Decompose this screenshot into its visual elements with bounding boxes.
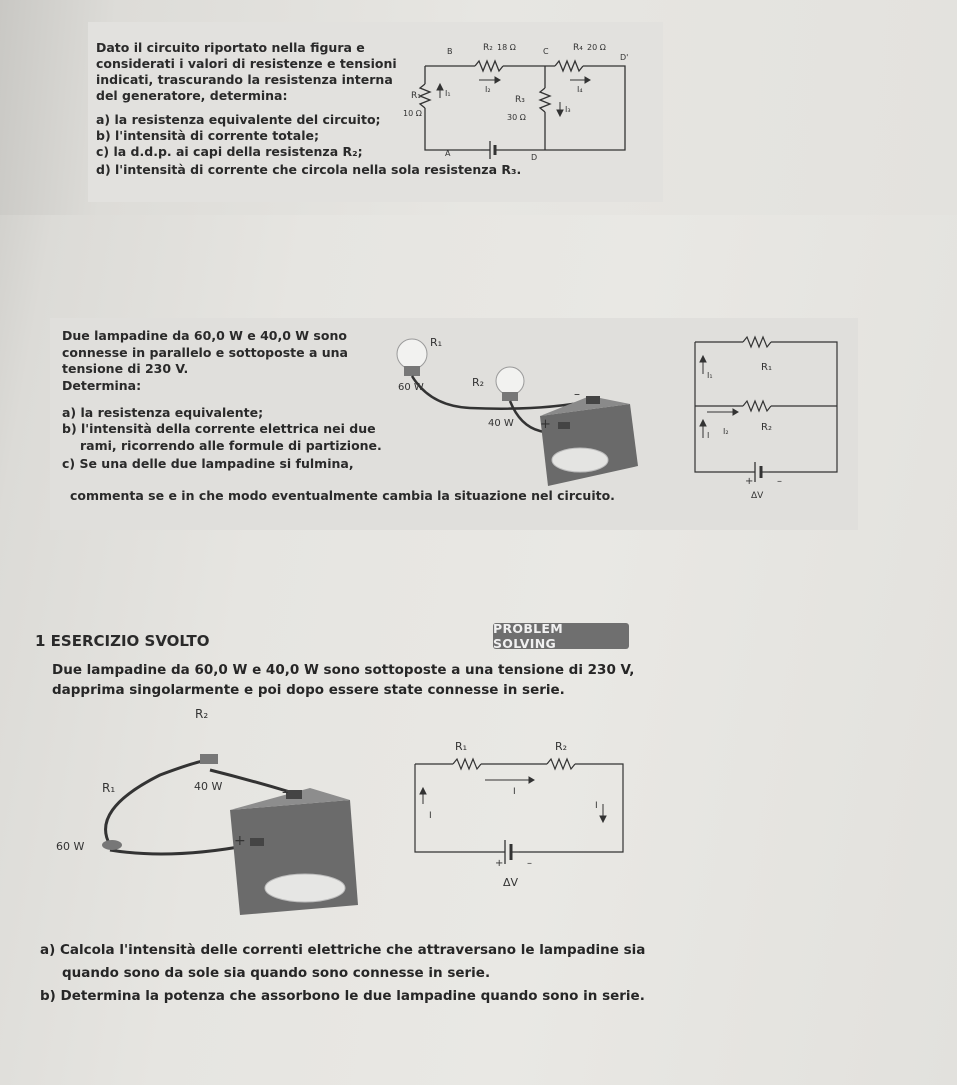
exercise-question-a: a) Calcola l'intensità delle correnti elettriche che attraversano le lampadine sia — [40, 942, 646, 958]
circuit-r2-label: R₂ — [761, 422, 772, 433]
exercise-intro-line-2: dapprima singolarmente e poi dopo essere state connesse in serie. — [52, 682, 565, 698]
problem2-question-c-cont: commenta se e in che modo eventualmente cambia la situazione nel circuito. — [70, 488, 615, 503]
exercise-lamp-40w-icon — [200, 754, 218, 764]
node-a-label: A — [445, 149, 451, 158]
exercise-lamp-60w-icon — [102, 840, 122, 850]
exercise-figure-r2-label: R₂ — [195, 707, 209, 721]
circuit-plus-label: + — [745, 476, 754, 487]
circuit-r1-label: R₁ — [761, 362, 772, 373]
problem1-line-4: del generatore, determina: — [96, 88, 288, 103]
problem2-line-3: tensione di 230 V. — [62, 361, 189, 376]
r1-value: 10 Ω — [403, 109, 422, 118]
exercise-figure-r1-label: R₁ — [102, 781, 116, 795]
problem1-question-c: c) la d.d.p. ai capi della resistenza R₂; — [96, 144, 363, 159]
figure-r2-label: R₂ — [472, 376, 485, 389]
i3-label: I₃ — [565, 105, 571, 114]
problem2-line-1: Due lampadine da 60,0 W e 40,0 W sono — [62, 328, 347, 343]
r4-value: 20 Ω — [587, 43, 606, 52]
exercise-series-circuit — [405, 728, 635, 893]
exercise-title: 1 ESERCIZIO SVOLTO — [35, 632, 210, 650]
exercise-circuit-r2-label: R₂ — [555, 740, 568, 753]
exercise-circuit-r1-label: R₁ — [455, 740, 468, 753]
problem1-line-1: Dato il circuito riportato nella figura e — [96, 40, 365, 55]
exercise-figure-minus-label: – — [282, 785, 289, 800]
problem2-question-b-cont: rami, ricorrendo alle formule di partizione. — [80, 438, 382, 453]
problem2-lamps-figure — [390, 326, 650, 496]
node-d-label: D — [531, 153, 538, 162]
exercise-circuit-i-right-label: I — [595, 801, 598, 811]
node-c-label: C — [543, 47, 549, 56]
problem1-question-d: d) l'intensità di corrente che circola nella sola resistenza R₃. — [96, 162, 522, 177]
exercise-figure-plus-label: + — [234, 833, 246, 849]
exercise-figure-60w-label: 60 W — [56, 840, 85, 853]
lamp-60w-icon — [397, 339, 427, 369]
exercise-question-b: b) Determina la potenza che assorbono le due lampadine quando sono in serie. — [40, 988, 645, 1004]
r4-label: R₄ — [573, 43, 583, 53]
figure-minus-label: – — [574, 387, 580, 401]
problem2-parallel-circuit — [685, 326, 845, 506]
figure-40w-label: 40 W — [488, 418, 514, 429]
problem1-line-3: indicati, trascurando la resistenza interna — [96, 72, 393, 87]
problem1-circuit-diagram — [395, 28, 635, 168]
circuit-i1-label: I₁ — [707, 371, 713, 380]
problem2-question-c: c) Se una delle due lampadine si fulmina, — [62, 456, 354, 471]
i4-label: I₄ — [577, 85, 583, 94]
circuit-minus-label: – — [777, 476, 782, 487]
figure-r1-label: R₁ — [430, 336, 443, 349]
circuit-i-label: I — [707, 431, 710, 440]
lamp-40w-icon — [496, 367, 524, 395]
exercise-intro-line-1: Due lampadine da 60,0 W e 40,0 W sono sottoposte a una tensione di 230 V, — [52, 662, 635, 678]
problem1-line-2: considerati i valori di resistenze e tensioni — [96, 56, 397, 71]
r3-value: 30 Ω — [507, 113, 526, 122]
problem2-question-b: b) l'intensità della corrente elettrica nei due — [62, 421, 376, 436]
exercise-circuit-dv-label: ΔV — [503, 876, 519, 889]
problem2-line-2: connesse in parallelo e sottoposte a una — [62, 345, 348, 360]
exercise-figure-40w-label: 40 W — [194, 780, 223, 793]
lamp-60w-base — [404, 366, 420, 376]
lamp-40w-base — [502, 392, 518, 401]
r2-value: 18 Ω — [497, 43, 516, 52]
exercise-circuit-i-left-label: I — [429, 811, 432, 821]
circuit-i2-label: I₂ — [723, 427, 729, 436]
problem2-question-a: a) la resistenza equivalente; — [62, 405, 264, 420]
exercise-circuit-plus-label: + — [495, 858, 504, 869]
i2-label: I₂ — [485, 85, 491, 94]
problem1-question-a: a) la resistenza equivalente del circuito; — [96, 112, 381, 127]
r1-label: R₁ — [411, 91, 421, 101]
r2-label: R₂ — [483, 43, 493, 53]
figure-60w-label: 60 W — [398, 382, 424, 393]
figure-plus-label: + — [540, 417, 551, 432]
exercise-question-a-cont: quando sono da sole sia quando sono connesse in serie. — [62, 965, 491, 981]
problem1-question-b: b) l'intensità di corrente totale; — [96, 128, 319, 143]
exercise-circuit-minus-label: – — [527, 858, 532, 869]
node-b-label: B — [447, 47, 453, 56]
i1-label: I₁ — [445, 89, 451, 98]
problem-solving-badge: PROBLEM SOLVING — [493, 623, 629, 649]
r3-label: R₃ — [515, 95, 525, 105]
node-d-prime-label: D' — [620, 53, 629, 62]
exercise-lamps-figure — [50, 700, 370, 930]
exercise-circuit-i-top-label: I — [513, 787, 516, 797]
battery-icon — [540, 404, 638, 486]
circuit-dv-label: ΔV — [751, 491, 764, 501]
problem2-line-4: Determina: — [62, 378, 142, 393]
